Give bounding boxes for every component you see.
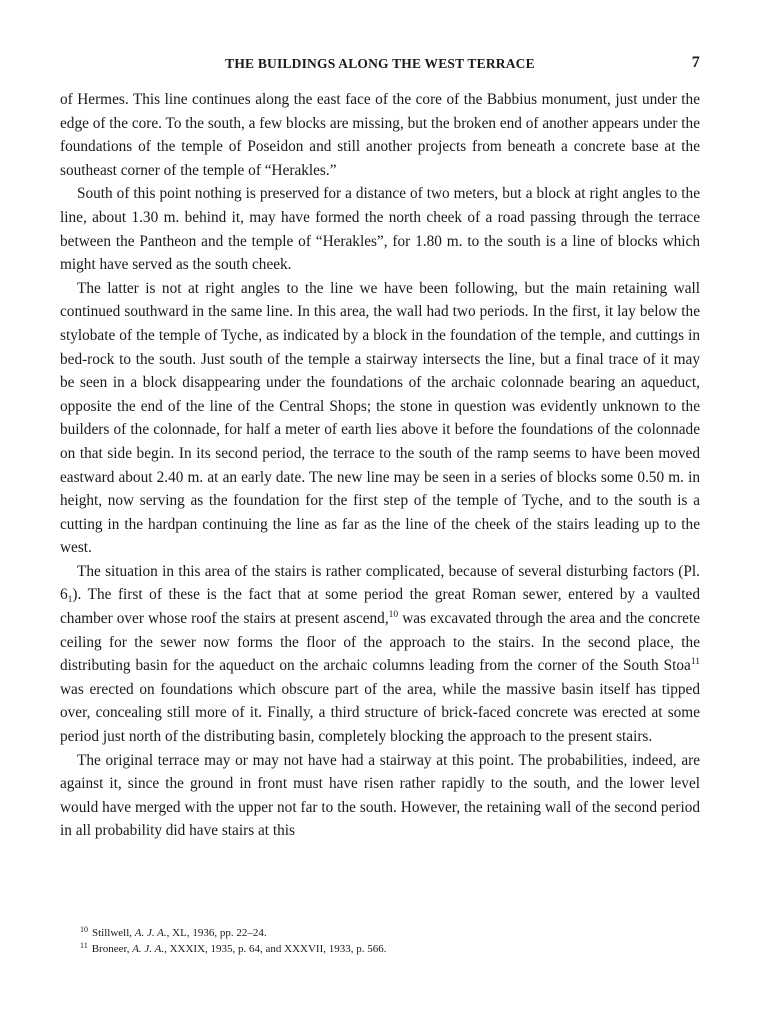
footnote-ref-11[interactable]: 11 xyxy=(690,657,700,668)
paragraph-4-text-c: was excavated through the area and the concrete ceiling for the sewer now forms the floor of the approach to the stairs. In the second place, the distributing basin for the aqueduct on the archaic columns leading from the corner of the South Stoa xyxy=(60,610,700,675)
footnote-citation: , XL, 1936, pp. 22–24. xyxy=(166,927,267,939)
plate-subscript: 1 xyxy=(67,595,73,606)
paragraph-5: The original terrace may or may not have had a stairway at this point. The probabilities, indeed, are against it, since the ground in front must have risen rather rapidly to the south, and the lower level would have merged with the upper not far to the south. However, the retaining wall of the second period in all probability did have stairs at this xyxy=(60,751,700,840)
footnote-10 xyxy=(80,925,680,941)
running-title: THE BUILDINGS ALONG THE WEST TERRACE xyxy=(225,56,535,71)
paragraph-4-text-a: The situation in this area of the stairs is rather complicated, because of several disturbing factors (Pl. 6 xyxy=(60,562,700,604)
footnote-ref-10[interactable]: 10 xyxy=(388,610,399,621)
page-number: 7 xyxy=(691,54,700,71)
footnote-author: Stillwell, xyxy=(92,927,135,939)
running-head xyxy=(60,56,700,78)
paragraph-4 xyxy=(60,560,700,749)
footnote-mark: 11 xyxy=(80,941,88,950)
footnote-journal: A. J. A. xyxy=(132,943,165,955)
paragraph-1: of Hermes. This line continues along the east face of the core of the Babbius monument, just under the edge of the core. To the south, a few blocks are missing, but the broken end of another appears under the foundations of the temple of Poseidon and still another projects from beneath a concrete base at the southeast corner of the temple of “Herakles.” xyxy=(60,91,700,179)
footnote-11 xyxy=(80,941,680,957)
footnote-citation: , XXXIX, 1935, p. 64, and XXXVII, 1933, p. 566. xyxy=(164,943,387,955)
footnote-journal: A. J. A. xyxy=(134,927,167,939)
paragraph-2: South of this point nothing is preserved for a distance of two meters, but a block at right angles to the line, about 1.30 m. behind it, may have formed the north cheek of a road passing through the terrace between the Pantheon and the temple of “Herakles”, for 1.80 m. to the south is a line of blocks which might have served as the south cheek. xyxy=(60,185,700,274)
paragraph-3: The latter is not at right angles to the line we have been following, but the main retaining wall continued southward in the same line. In this area, the wall had two periods. In the first, it lay below the stylobate of the temple of Tyche, as indicated by a block in the foundation of the temple, and cuttings in bed-rock to the south. Just south of the temple a stairway intersects the line, but a final trace of it may be seen in a block disappearing under the foundations of the archaic colonnade bearing an aqueduct, opposite the end of the line of the Central Shops; the stone in question was evidently unknown to the builders of the colonnade, for half a meter of earth lies above it before the foundations of the colonnade on that side begin. In its second period, the terrace to the south of the ramp seems to have been moved eastward about 2.40 m. at an early date. The new line may be seen in a series of blocks some 0.50 m. in height, now serving as the foundation for the first step of the temple of Tyche, and to the south is a cutting in the hardpan continuing the line as far as the line of the cheek of the stairs leading up to the west. xyxy=(60,279,700,557)
paragraph-4-text-b: ). The first of these is the fact that at some period the great Roman sewer, entered by a vaulted chamber over whose roof the stairs at present ascend, xyxy=(60,586,700,628)
footnote-author: Broneer, xyxy=(91,943,133,955)
body-text xyxy=(60,88,700,843)
footnote-mark: 10 xyxy=(80,925,88,934)
paragraph-4-text-d: was erected on foundations which obscure part of the area, while the massive basin itself has tipped over, concealing still more of it. Finally, a third structure of brick-faced concrete was erected at some period just north of the distributing basin, completely blocking the approach to the present stairs. xyxy=(60,680,700,746)
footnotes xyxy=(80,925,680,957)
